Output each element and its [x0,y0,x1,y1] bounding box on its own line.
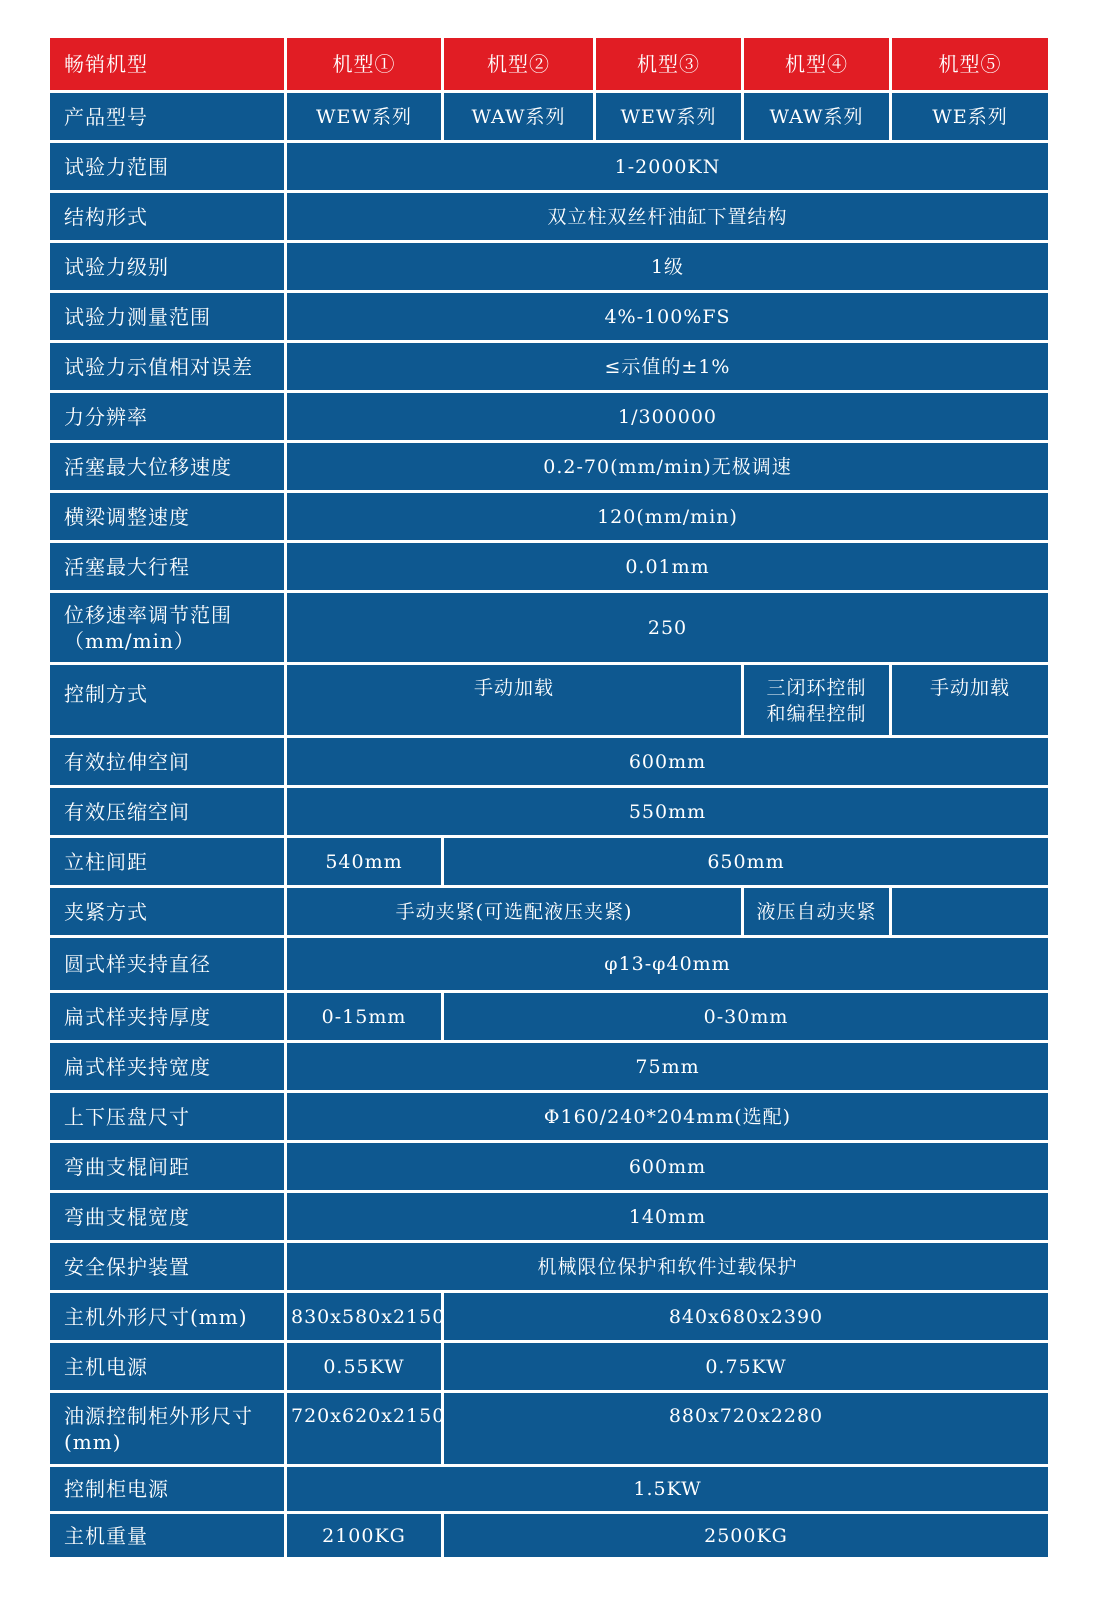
cell-value [744,665,889,735]
header-label: 畅销机型 [50,38,284,90]
row-label: 有效拉伸空间 [50,738,284,785]
row-label: 上下压盘尺寸 [50,1093,284,1140]
cell-value: 720x620x2150 [287,1393,441,1464]
row-label: 活塞最大位移速度 [50,443,284,490]
cell-value: 1-2000KN [287,143,1048,190]
cell-value: 手动加载 [287,665,741,735]
header-row [50,38,1048,90]
cell-value: 机械限位保护和软件过载保护 [287,1243,1048,1290]
cell-value: 250 [287,593,1048,662]
row-label-line: (mm) [64,1430,122,1454]
cell-value: 140mm [287,1193,1048,1240]
table-row [50,993,1048,1040]
header-model-1: 机型① [287,38,441,90]
row-label: 试验力范围 [50,143,284,190]
cell-value: 840x680x2390 [444,1293,1048,1340]
table-row [50,888,1048,935]
cell-value: 0.55KW [287,1343,441,1390]
cell-value: 1.5KW [287,1467,1048,1511]
cell-value: WEW系列 [287,93,441,140]
cell-line: 三闭环控制 [766,677,867,699]
table-row [50,243,1048,290]
row-label-line: 油源控制柜外形尺寸 [64,1404,253,1428]
row-label: 安全保护装置 [50,1243,284,1290]
cell-value: 120(mm/min) [287,493,1048,540]
table-row [50,343,1048,390]
row-label: 扁式样夹持厚度 [50,993,284,1040]
table-row [50,393,1048,440]
cell-value: 手动加载 [892,665,1048,735]
row-label [50,593,284,662]
row-label: 圆式样夹持直径 [50,938,284,990]
cell-value: 650mm [444,838,1048,885]
row-label [50,1393,284,1464]
table-row [50,493,1048,540]
cell-value: 0-15mm [287,993,441,1040]
table-row [50,443,1048,490]
cell-value: WE系列 [892,93,1048,140]
cell-line: 和编程控制 [766,703,867,725]
cell-value: WEW系列 [596,93,741,140]
row-label: 夹紧方式 [50,888,284,935]
cell-value: 双立柱双丝杆油缸下置结构 [287,193,1048,240]
cell-value: 600mm [287,1143,1048,1190]
table-row [50,1243,1048,1290]
cell-value: 75mm [287,1043,1048,1090]
cell-value: 540mm [287,838,441,885]
row-label: 主机电源 [50,1343,284,1390]
row-label: 扁式样夹持宽度 [50,1043,284,1090]
table-row [50,193,1048,240]
table-row [50,1293,1048,1340]
row-label: 试验力测量范围 [50,293,284,340]
row-label: 活塞最大行程 [50,543,284,590]
row-label: 结构形式 [50,193,284,240]
row-label: 控制方式 [50,665,284,735]
row-label: 立柱间距 [50,838,284,885]
table-row [50,543,1048,590]
cell-value: 830x580x2150 [287,1293,441,1340]
row-label: 主机重量 [50,1514,284,1557]
table-row [50,738,1048,785]
cell-value: 1/300000 [287,393,1048,440]
table-row [50,1343,1048,1390]
cell-value: 880x720x2280 [444,1393,1048,1464]
cell-value: 0.2-70(mm/min)无极调速 [287,443,1048,490]
table-row [50,1143,1048,1190]
table-row [50,1514,1048,1557]
cell-value [892,888,1048,935]
cell-value: 0.75KW [444,1343,1048,1390]
row-label: 主机外形尺寸(mm) [50,1293,284,1340]
cell-value: WAW系列 [744,93,889,140]
row-label: 有效压缩空间 [50,788,284,835]
row-label-line: 位移速率调节范围 [64,602,232,627]
cell-value: WAW系列 [444,93,593,140]
table-row [50,93,1048,140]
table-row [50,1193,1048,1240]
row-label: 力分辨率 [50,393,284,440]
table-row [50,788,1048,835]
table-row [50,293,1048,340]
row-label: 弯曲支棍宽度 [50,1193,284,1240]
table-row [50,938,1048,990]
cell-value: ≤示值的±1% [287,343,1048,390]
cell-value: 0-30mm [444,993,1048,1040]
row-label: 产品型号 [50,93,284,140]
cell-value: 手动夹紧(可选配液压夹紧) [287,888,741,935]
cell-value: 550mm [287,788,1048,835]
table-row [50,665,1048,735]
cell-value: 液压自动夹紧 [744,888,889,935]
table-row [50,838,1048,885]
cell-value: 2100KG [287,1514,441,1557]
table-row [50,1043,1048,1090]
cell-value: 600mm [287,738,1048,785]
spec-table [47,35,1051,1560]
row-label: 弯曲支棍间距 [50,1143,284,1190]
row-label: 试验力示值相对误差 [50,343,284,390]
table-row [50,1093,1048,1140]
header-model-3: 机型③ [596,38,741,90]
cell-value: 4%-100%FS [287,293,1048,340]
cell-value: 1级 [287,243,1048,290]
cell-value: φ13-φ40mm [287,938,1048,990]
cell-value: 2500KG [444,1514,1048,1557]
row-label: 横梁调整速度 [50,493,284,540]
header-model-4: 机型④ [744,38,889,90]
table-row [50,593,1048,662]
table-row [50,1393,1048,1464]
row-label: 控制柜电源 [50,1467,284,1511]
cell-value: Φ160/240*204mm(选配) [287,1093,1048,1140]
table-row [50,143,1048,190]
header-model-5: 机型⑤ [892,38,1048,90]
row-label: 试验力级别 [50,243,284,290]
header-model-2: 机型② [444,38,593,90]
cell-value: 0.01mm [287,543,1048,590]
table-row [50,1467,1048,1511]
row-label-line: （mm/min） [64,628,195,653]
